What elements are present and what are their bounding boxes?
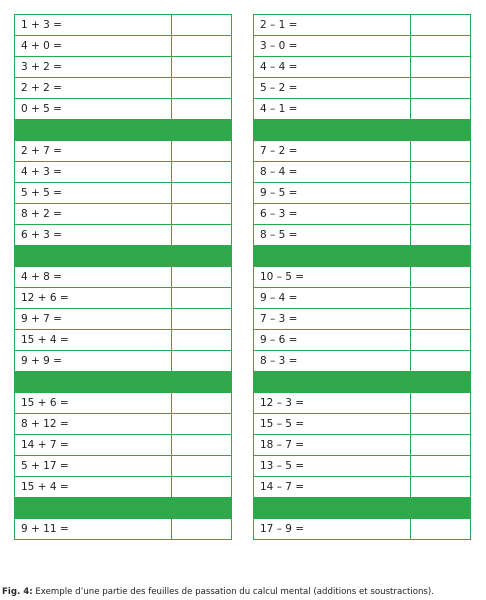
figure-caption-label: Fig. 4: — [2, 587, 33, 597]
exercise-expression: 9 – 5 = — [254, 183, 411, 204]
answer-box — [172, 204, 232, 225]
exercise-row — [254, 477, 471, 498]
exercise-row — [15, 162, 232, 183]
answer-box — [172, 141, 232, 162]
exercise-expression: 9 – 6 = — [254, 330, 411, 351]
exercise-expression: 15 + 4 = — [15, 477, 172, 498]
exercise-row — [254, 57, 471, 78]
separator-band — [254, 120, 471, 141]
exercise-row — [15, 456, 232, 477]
answer-box — [411, 162, 471, 183]
exercise-row — [15, 141, 232, 162]
exercise-expression: 4 – 4 = — [254, 57, 411, 78]
exercise-row — [254, 435, 471, 456]
answer-box — [411, 351, 471, 372]
answer-box — [411, 183, 471, 204]
exercise-row — [254, 78, 471, 99]
exercise-expression: 15 + 4 = — [15, 330, 172, 351]
answer-box — [172, 183, 232, 204]
exercise-row — [15, 330, 232, 351]
additions-sheet — [14, 14, 232, 540]
exercise-expression: 5 + 17 = — [15, 456, 172, 477]
exercise-expression: 12 + 6 = — [15, 288, 172, 309]
answer-box — [172, 15, 232, 36]
answer-box — [411, 141, 471, 162]
exercise-expression: 8 + 12 = — [15, 414, 172, 435]
exercise-row — [254, 225, 471, 246]
exercise-row — [254, 99, 471, 120]
section-separator — [15, 120, 232, 141]
exercise-expression: 3 + 2 = — [15, 57, 172, 78]
exercise-row — [254, 204, 471, 225]
exercise-row — [15, 78, 232, 99]
exercise-row — [254, 330, 471, 351]
answer-box — [172, 309, 232, 330]
answer-box — [411, 519, 471, 540]
section-separator — [254, 372, 471, 393]
answer-box — [172, 162, 232, 183]
answer-box — [411, 477, 471, 498]
exercise-expression: 12 – 3 = — [254, 393, 411, 414]
exercise-expression: 7 – 3 = — [254, 309, 411, 330]
exercise-row — [15, 309, 232, 330]
separator-band — [15, 498, 232, 519]
exercise-expression: 5 – 2 = — [254, 78, 411, 99]
figure-caption — [2, 587, 434, 597]
exercise-expression: 8 + 2 = — [15, 204, 172, 225]
answer-box — [172, 351, 232, 372]
exercise-row — [254, 15, 471, 36]
additions-sheet-body — [15, 15, 232, 540]
exercise-row — [254, 267, 471, 288]
section-separator — [254, 246, 471, 267]
exercise-expression: 18 – 7 = — [254, 435, 411, 456]
exercise-row — [15, 414, 232, 435]
exercise-row — [254, 414, 471, 435]
answer-box — [172, 393, 232, 414]
section-separator — [15, 498, 232, 519]
exercise-expression: 8 – 3 = — [254, 351, 411, 372]
exercise-row — [15, 477, 232, 498]
exercise-row — [15, 519, 232, 540]
subtractions-sheet-body — [254, 15, 471, 540]
exercise-expression: 17 – 9 = — [254, 519, 411, 540]
answer-box — [172, 477, 232, 498]
exercise-expression: 10 – 5 = — [254, 267, 411, 288]
exercise-row — [254, 141, 471, 162]
answer-box — [172, 57, 232, 78]
answer-box — [411, 78, 471, 99]
exercise-row — [15, 99, 232, 120]
answer-box — [172, 414, 232, 435]
answer-box — [411, 393, 471, 414]
answer-box — [411, 309, 471, 330]
exercise-row — [15, 57, 232, 78]
exercise-expression: 6 – 3 = — [254, 204, 411, 225]
exercise-row — [15, 267, 232, 288]
section-separator — [254, 498, 471, 519]
exercise-expression: 15 – 5 = — [254, 414, 411, 435]
exercise-expression: 7 – 2 = — [254, 141, 411, 162]
exercise-expression: 9 – 4 = — [254, 288, 411, 309]
exercise-expression: 9 + 9 = — [15, 351, 172, 372]
answer-box — [411, 330, 471, 351]
separator-band — [15, 246, 232, 267]
answer-box — [172, 456, 232, 477]
exercise-expression: 9 + 7 = — [15, 309, 172, 330]
answer-box — [411, 36, 471, 57]
answer-box — [172, 330, 232, 351]
exercise-row — [15, 183, 232, 204]
exercise-expression: 8 – 4 = — [254, 162, 411, 183]
separator-band — [254, 372, 471, 393]
exercise-row — [15, 36, 232, 57]
exercise-expression: 14 – 7 = — [254, 477, 411, 498]
section-separator — [254, 120, 471, 141]
answer-box — [411, 57, 471, 78]
exercise-row — [254, 519, 471, 540]
exercise-row — [254, 351, 471, 372]
separator-band — [254, 498, 471, 519]
exercise-row — [15, 393, 232, 414]
answer-box — [172, 288, 232, 309]
answer-box — [172, 99, 232, 120]
exercise-expression: 15 + 6 = — [15, 393, 172, 414]
exercise-expression: 5 + 5 = — [15, 183, 172, 204]
exercise-row — [15, 288, 232, 309]
exercise-expression: 0 + 5 = — [15, 99, 172, 120]
exercise-row — [15, 15, 232, 36]
exercise-expression: 9 + 11 = — [15, 519, 172, 540]
exercise-row — [15, 435, 232, 456]
subtractions-sheet — [253, 14, 471, 540]
exercise-expression: 1 + 3 = — [15, 15, 172, 36]
answer-box — [411, 99, 471, 120]
exercise-row — [254, 393, 471, 414]
exercise-row — [254, 36, 471, 57]
exercise-expression: 2 + 7 = — [15, 141, 172, 162]
exercise-row — [254, 456, 471, 477]
answer-box — [411, 267, 471, 288]
separator-band — [254, 246, 471, 267]
exercise-row — [254, 162, 471, 183]
exercise-expression: 4 – 1 = — [254, 99, 411, 120]
exercise-expression: 2 – 1 = — [254, 15, 411, 36]
exercise-expression: 2 + 2 = — [15, 78, 172, 99]
answer-box — [172, 267, 232, 288]
answer-box — [411, 456, 471, 477]
answer-box — [411, 288, 471, 309]
exercise-expression: 4 + 8 = — [15, 267, 172, 288]
answer-box — [411, 204, 471, 225]
answer-box — [411, 414, 471, 435]
answer-box — [172, 36, 232, 57]
answer-box — [172, 225, 232, 246]
exercise-expression: 4 + 0 = — [15, 36, 172, 57]
exercise-expression: 14 + 7 = — [15, 435, 172, 456]
answer-box — [172, 519, 232, 540]
answer-box — [411, 15, 471, 36]
section-separator — [15, 372, 232, 393]
section-separator — [15, 246, 232, 267]
exercise-expression: 4 + 3 = — [15, 162, 172, 183]
exercise-row — [254, 309, 471, 330]
exercise-expression: 13 – 5 = — [254, 456, 411, 477]
answer-box — [172, 78, 232, 99]
separator-band — [15, 372, 232, 393]
figure-caption-text: Exemple d’une partie des feuilles de passation du calcul mental (additions et soustractions). — [32, 587, 434, 597]
exercise-row — [15, 351, 232, 372]
answer-box — [172, 435, 232, 456]
separator-band — [15, 120, 232, 141]
exercise-expression: 6 + 3 = — [15, 225, 172, 246]
answer-box — [411, 435, 471, 456]
exercise-expression: 3 – 0 = — [254, 36, 411, 57]
answer-box — [411, 225, 471, 246]
exercise-row — [254, 288, 471, 309]
exercise-row — [254, 183, 471, 204]
exercise-expression: 8 – 5 = — [254, 225, 411, 246]
exercise-row — [15, 225, 232, 246]
exercise-row — [15, 204, 232, 225]
